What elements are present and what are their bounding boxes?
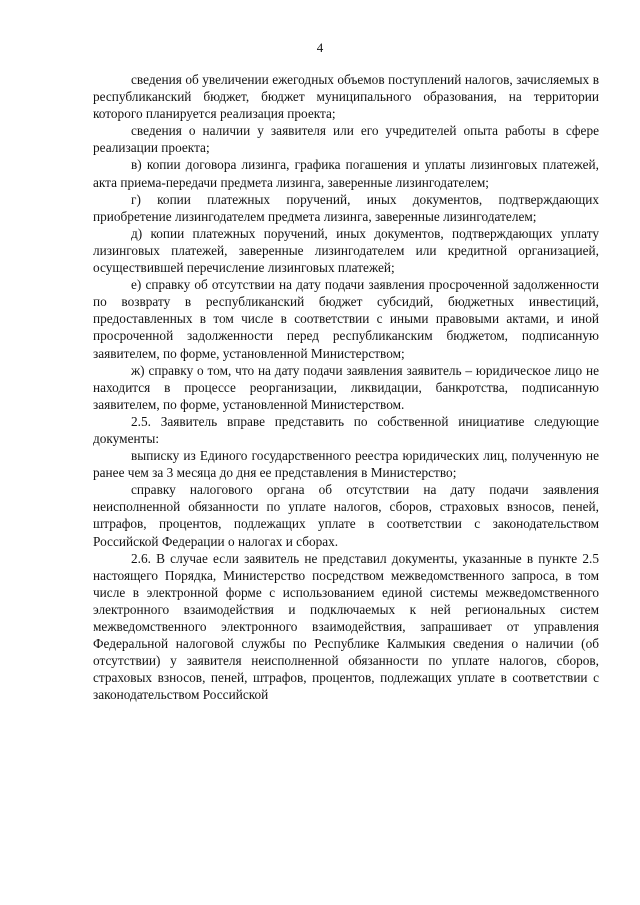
- paragraph-clause-2-6: 2.6. В случае если заявитель не представил документы, указанные в пункте 2.5 настоящего Порядка, Министерство посредством межведомственного запроса, в том числе в электронной форме с использованием единой системы межведомственного электронного взаимодействия и подключаемых к ней региональных систем межведомственного электронного взаимодействия, запрашивает от управления Федеральной налоговой службы по Республике Калмыкия сведения о наличии (об отсутствии) у заявителя неисполненной обязанности по уплате налогов, сборов, страховых взносов, пеней, штрафов, процентов, подлежащих уплате в соответствии с законодательством Российской: [93, 550, 599, 703]
- paragraph-item-d-payment-orders-leasing: д) копии платежных поручений, иных документов, подтверждающих уплату лизинговых платежей, заверенные лизингодателем или кредитной организацией, осуществившей перечисление лизинговых платежей;: [93, 225, 599, 276]
- paragraph-applicant-experience: сведения о наличии у заявителя или его учредителей опыта работы в сфере реализации проекта;: [93, 123, 599, 156]
- paragraph-item-g-payment-orders-acquisition: г) копии платежных поручений, иных документов, подтверждающих приобретение лизингодателем предмета лизинга, заверенные лизингодателем;: [93, 191, 599, 224]
- paragraph-item-e-debt-certificate: е) справку об отсутствии на дату подачи заявления просроченной задолженности по возврату в республиканский бюджет субсидий, бюджетных инвестиций, предоставленных в том числе в соответствии с иными правовыми актами, и иной просроченной задолженности перед республиканским бюджетом, подписанную заявителем, по форме, установленной Министерством;: [93, 277, 599, 361]
- document-body: [93, 71, 599, 703]
- paragraph-tax-revenue-growth: сведения об увеличении ежегодных объемов поступлений налогов, зачисляемых в республиканский бюджет, бюджет муниципального образования, на территории которого планируется реализация проекта;: [93, 72, 599, 122]
- paragraph-tax-authority-certificate: справку налогового органа об отсутствии на дату подачи заявления неисполненной обязанности по уплате налогов, сборов, страховых взносов, пеней, штрафов, процентов, подлежащих уплате в соответствии с законодательством Российской Федерации о налогах и сборах.: [93, 482, 599, 549]
- paragraph-register-extract: выписку из Единого государственного реестра юридических лиц, полученную не ранее чем за 3 месяца до дня ее представления в Министерство;: [93, 448, 599, 481]
- paragraph-clause-2-5: 2.5. Заявитель вправе представить по собственной инициативе следующие документы:: [93, 413, 599, 446]
- page-number: 4: [316, 40, 324, 55]
- paragraph-item-zh-reorganization-certificate: ж) справку о том, что на дату подачи заявления заявитель – юридическое лицо не находится в процессе реорганизации, ликвидации, банкротства, подписанную заявителем, по форме, установленной Министерством.: [93, 362, 599, 412]
- paragraph-item-v-leasing-contract: в) копии договора лизинга, графика погашения и уплаты лизинговых платежей, акта приема-передачи предмета лизинга, заверенные лизингодателем;: [93, 157, 599, 190]
